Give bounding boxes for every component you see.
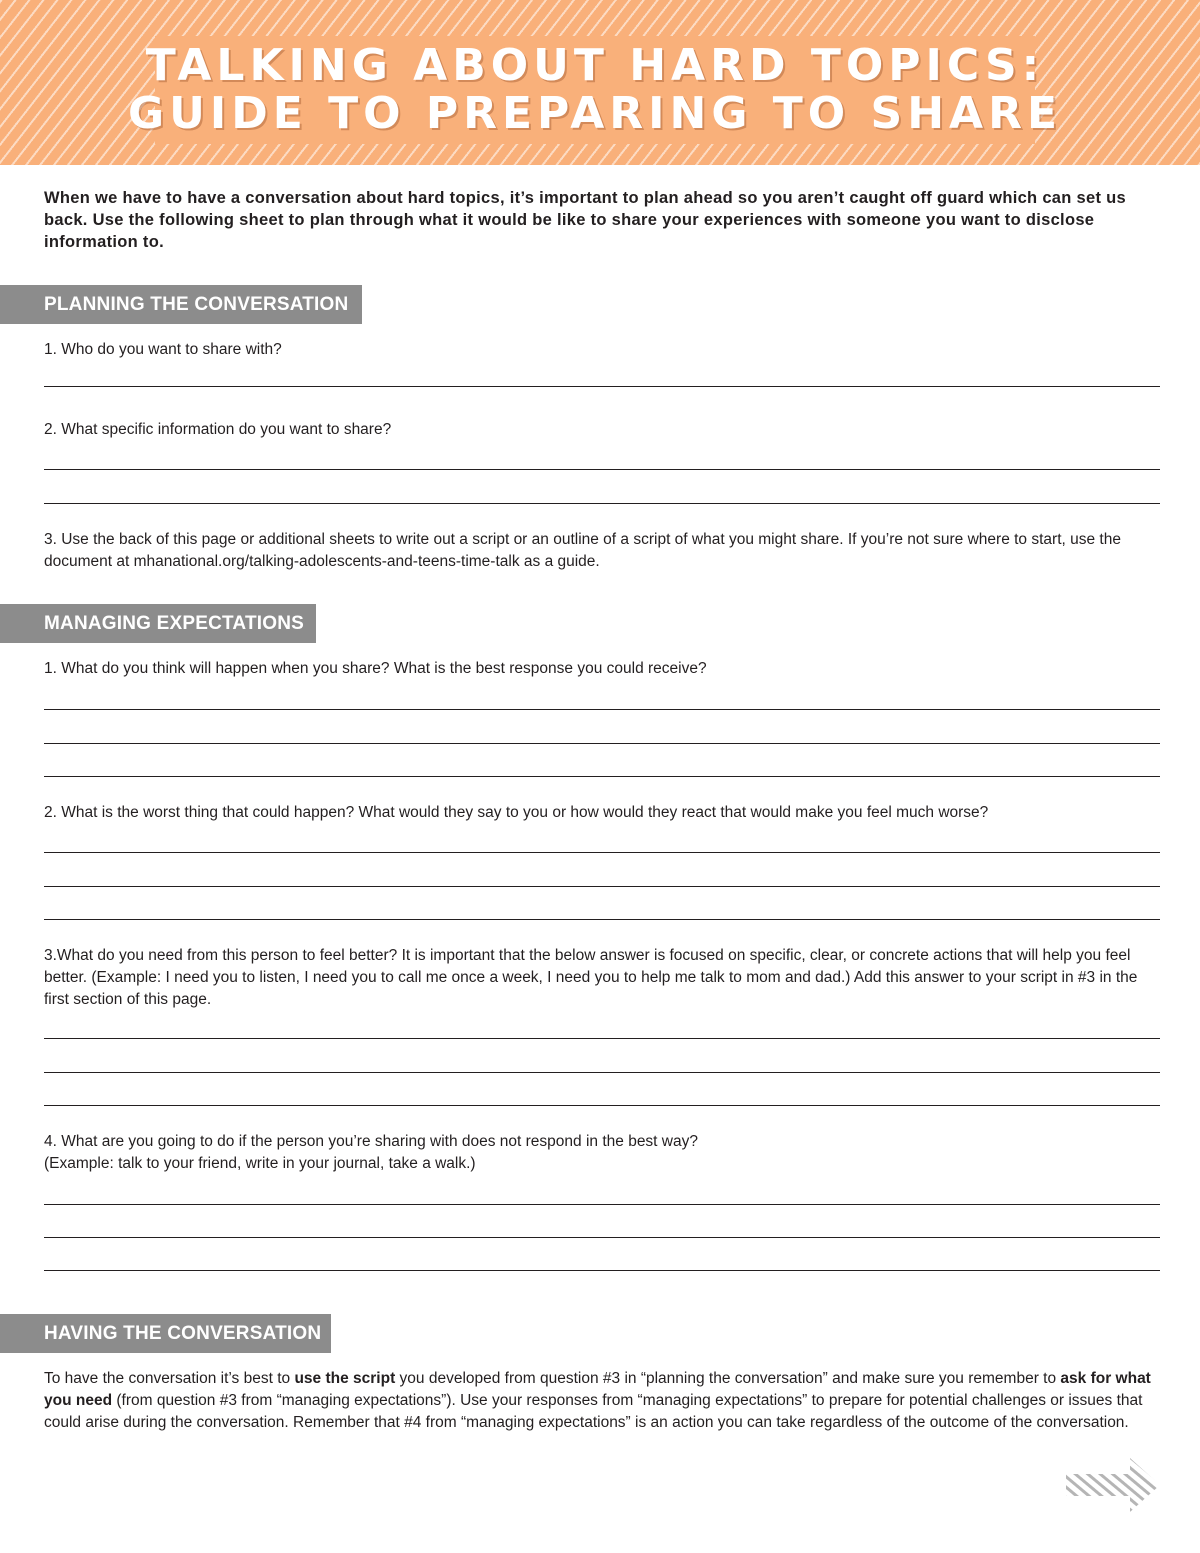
expectations-question-1: 1. What do you think will happen when you share? What is the best response you could receive? xyxy=(44,660,707,677)
planning-question-3: 3. Use the back of this page or additional sheets to write out a script or an outline of a script of what you might share. If you’re not sure where to start, use the document at mhanational.org/talking-adolescents-and-teens-time-talk as a guide. xyxy=(44,531,1121,570)
answer-line[interactable] xyxy=(44,709,1160,710)
having-text: (from question #3 from “managing expectations”). Use your responses from “managing expectations” to prepare for potential challenges or issues that could arise during the conversation. Remember that #4 from “managing expectations” is an action you can take regardless of the outcome of the conversation. xyxy=(44,1392,1143,1431)
answer-line[interactable] xyxy=(44,1237,1160,1238)
answer-line[interactable] xyxy=(44,503,1160,504)
expectations-question-2: 2. What is the worst thing that could happen? What would they say to you or how would they react that would make you feel much worse? xyxy=(44,804,989,821)
emphasis-ask-for-what-you-need: ask for what you need xyxy=(44,1370,1151,1409)
title-line-1: TALKING ABOUT HARD TOPICS: xyxy=(145,40,1045,91)
answer-line[interactable] xyxy=(44,1038,1160,1039)
answer-line[interactable] xyxy=(44,743,1160,744)
title-line-2: GUIDE TO PREPARING TO SHARE xyxy=(127,88,1063,139)
answer-line[interactable] xyxy=(44,1270,1160,1271)
answer-line[interactable] xyxy=(44,852,1160,853)
answer-line[interactable] xyxy=(44,886,1160,887)
section-heading-having: HAVING THE CONVERSATION xyxy=(0,1314,331,1353)
expectations-question-3: 3.What do you need from this person to feel better? It is important that the below answer is focused on specific, clear, or concrete actions that will help you feel better. (Example: I need you to listen, I need you to call me once a week, I need you to help me talk to mom and dad.) Add this answer to your script in #3 in the first section of this page. xyxy=(44,947,1138,1008)
planning-question-2: 2. What specific information do you want to share? xyxy=(44,421,392,438)
header-banner xyxy=(0,0,1200,165)
expectations-question-4 xyxy=(44,1131,1160,1175)
answer-line[interactable] xyxy=(44,1204,1160,1205)
answer-line[interactable] xyxy=(44,1105,1160,1106)
striped-arrow-icon xyxy=(1064,1456,1162,1514)
planning-question-1: 1. Who do you want to share with? xyxy=(44,341,282,358)
intro-paragraph: When we have to have a conversation about hard topics, it’s important to plan ahead so you aren’t caught off guard which can set us back. Use the following sheet to plan through what it would be like to share your experiences with someone you want to disclose information to. xyxy=(44,189,1127,251)
answer-line[interactable] xyxy=(44,1072,1160,1073)
having-text: you developed from question #3 in “planning the conversation” and make sure you remember to xyxy=(395,1370,1061,1387)
having-text: To have the conversation it’s best to xyxy=(44,1370,295,1387)
having-paragraph xyxy=(44,1368,1160,1434)
answer-line[interactable] xyxy=(44,919,1160,920)
question-4-line-1: 4. What are you going to do if the person you’re sharing with does not respond in the best way? xyxy=(44,1133,698,1150)
page-title xyxy=(127,36,1063,144)
answer-line[interactable] xyxy=(44,776,1160,777)
section-heading-planning: PLANNING THE CONVERSATION xyxy=(0,285,362,324)
section-heading-expectations: MANAGING EXPECTATIONS xyxy=(0,604,316,643)
answer-line[interactable] xyxy=(44,469,1160,470)
question-4-example: (Example: talk to your friend, write in your journal, take a walk.) xyxy=(44,1155,476,1172)
emphasis-use-the-script: use the script xyxy=(294,1370,396,1387)
answer-line[interactable] xyxy=(44,386,1160,387)
